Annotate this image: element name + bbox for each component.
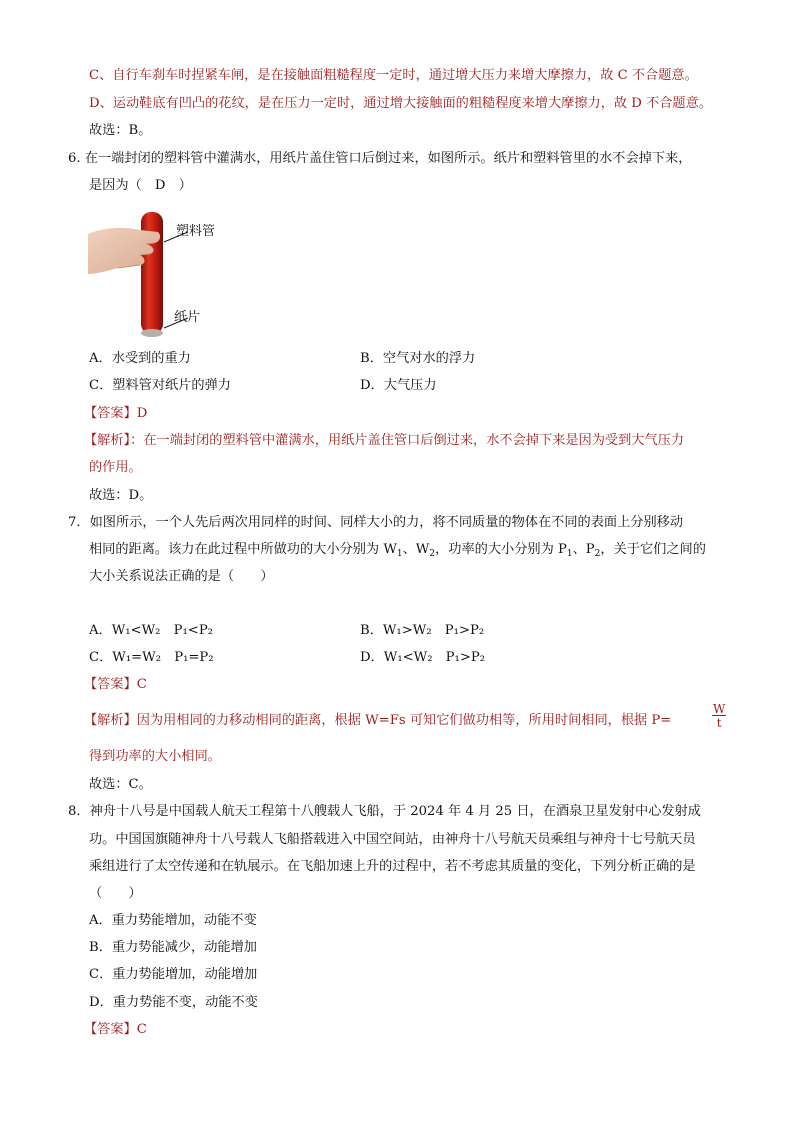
q6-analysis-line2: 的作用。: [89, 460, 142, 475]
q7-stem-line3: 大小关系说法正确的是（ ）: [89, 569, 274, 584]
q6-option-d: D．大气压力: [360, 378, 437, 393]
q6-stem-line1: 6. 在一端封闭的塑料管中灌满水，用纸片盖住管口后倒过来，如图所示。纸片和塑料管里的水不会掉下来，: [68, 151, 692, 166]
analysis-tag: 【解析】: [84, 713, 137, 728]
q8-option-b: B．重力势能减少，动能增加: [89, 940, 257, 955]
q6-option-c: C．塑料管对纸片的弹力: [89, 378, 231, 393]
q7-option-a: A．W₁<W₂ P₁<P₂: [89, 623, 213, 638]
q6-answer: [84, 404, 147, 424]
q8-answer: [84, 1020, 147, 1040]
q7-stem-line2: 相同的距离。该力在此过程中所做功的大小分别为 $W_1$、$W_2$，功率的大小分别为 $P_1$、$P_2$，关于它们之间的: [89, 542, 706, 559]
q7-stem-part-c: ，关于它们之间的: [600, 542, 706, 557]
q6-option-b: B．空气对水的浮力: [360, 351, 476, 366]
q8-option-d: D．重力势能不变，动能不变: [89, 995, 258, 1010]
q6-conclusion: 故选：D。: [89, 488, 153, 503]
q8-option-a: A．重力势能增加，动能不变: [89, 913, 257, 928]
power-fraction: [712, 703, 726, 730]
answer-value: C: [136, 677, 147, 692]
q6-option-a: A．水受到的重力: [89, 351, 191, 366]
q8-stem-line2: 功。中国国旗随神舟十八号载人飞船搭载进入中国空间站，由神舟十八号航天员乘组与神舟十七号航天员: [89, 832, 696, 847]
q6-analysis-line1: [84, 431, 684, 451]
q7-option-d: D．W₁<W₂ P₁>P₂: [360, 650, 486, 665]
q7-stem-part-a: 相同的距离。该力在此过程中所做功的大小分别为 W: [89, 542, 397, 557]
q6-stem-line2: 是因为（ D ）: [89, 178, 192, 193]
analysis-tag: 【解析】: [84, 433, 131, 448]
q8-option-c: C．重力势能增加，动能增加: [89, 967, 258, 982]
q7-conclusion: 故选：C。: [89, 777, 152, 792]
q5-conclusion: 故选：B。: [89, 123, 152, 138]
q7-stem-line1: 7．如图所示，一个人先后两次用同样的时间、同样大小的力，将不同质量的物体在不同的表面上分别移动: [68, 515, 684, 530]
analysis-text: ：在一端封闭的塑料管中灌满水，用纸片盖住管口后倒过来，水不会掉下来是因为受到大气压力: [130, 433, 685, 448]
answer-tag: 【答案】: [84, 677, 137, 692]
q7-stem-part-b: ，功率的大小分别为 P: [435, 542, 567, 557]
figure-label-paper: 纸片: [174, 310, 201, 325]
answer-value: C: [136, 1022, 147, 1037]
figure-label-tube: 塑料管: [176, 224, 216, 239]
analysis-text: 因为用相同的力移动相同的距离，根据 W=Fs 可知它们做功相等，所用时间相同，根据 P=: [136, 713, 672, 728]
fraction-numerator: W: [713, 702, 726, 716]
answer-tag: 【答案】: [84, 1022, 137, 1037]
q7-option-c: C．W₁=W₂ P₁=P₂: [89, 650, 214, 665]
q7-option-b: B．W₁>W₂ P₁>P₂: [360, 623, 485, 638]
q8-stem-line3: 乘组进行了太空传递和在轨展示。在飞船加速上升的过程中，若不考虑其质量的变化，下列分析正确的是: [89, 859, 696, 874]
q7-analysis-line1: [84, 711, 671, 731]
fraction-denominator: t: [716, 716, 722, 730]
q5-option-c-explanation: C、自行车刹车时捏紧车闸，是在接触面粗糙程度一定时，通过增大压力来增大摩擦力，故 C 不合题意。: [89, 68, 698, 83]
answer-tag: 【答案】: [84, 406, 137, 421]
q7-answer: [84, 675, 147, 695]
q8-stem-line1: 8．神舟十八号是中国载人航天工程第十八艘载人飞船，于 2024 年 4 月 25 日，在酒泉卫星发射中心发射成: [68, 804, 701, 819]
q5-option-d-explanation: D、运动鞋底有凹凸的花纹，是在压力一定时，通过增大接触面的粗糙程度来增大摩擦力，故 D 不合题意。: [89, 96, 712, 111]
q7-analysis-line2: 得到功率的大小相同。: [89, 749, 221, 764]
answer-value: D: [136, 406, 148, 421]
q8-stem-line4: （ ）: [89, 886, 142, 901]
